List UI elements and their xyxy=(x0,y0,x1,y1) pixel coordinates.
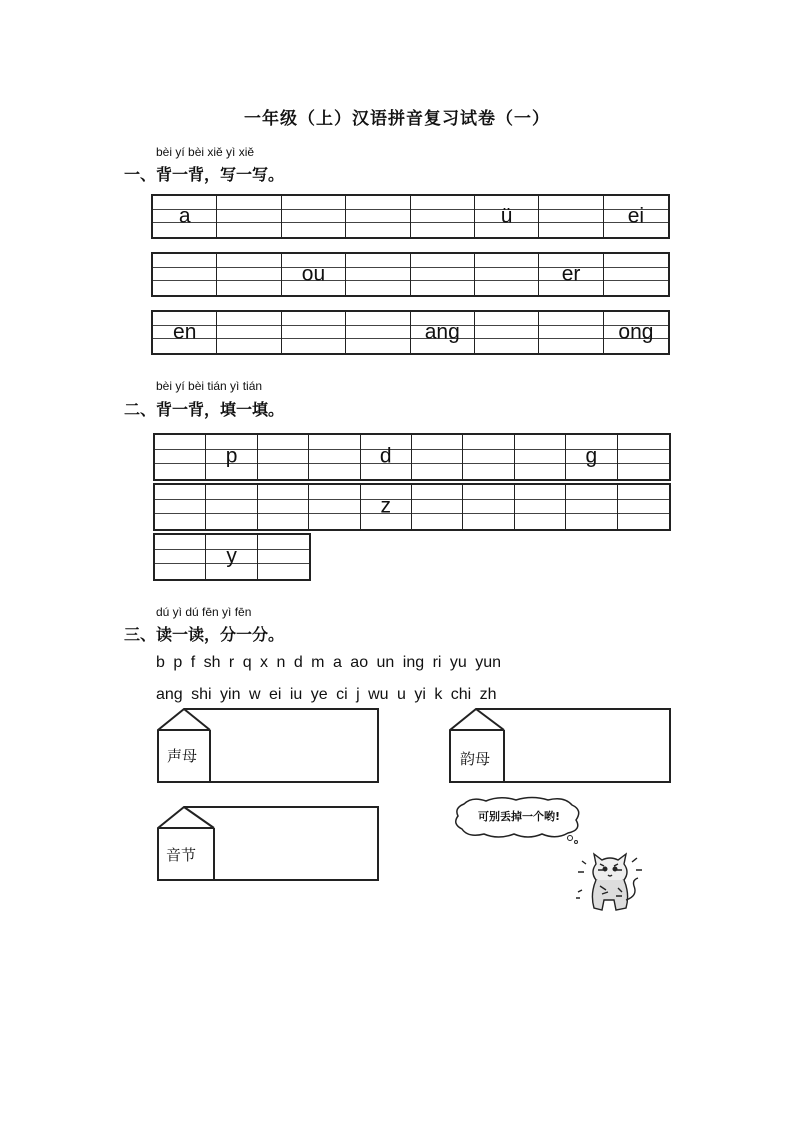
fill-cell-blank[interactable] xyxy=(618,435,669,479)
fill-cell-filled xyxy=(361,485,412,529)
fill-row xyxy=(153,533,311,581)
writing-cell-blank[interactable] xyxy=(217,196,281,237)
fill-cell-text: p xyxy=(225,444,238,468)
fill-cell-blank[interactable] xyxy=(155,535,206,579)
writing-cell-blank[interactable] xyxy=(346,196,410,237)
section2-pinyin: bèi yí bèi tián yì tián xyxy=(156,379,263,393)
fill-cell-filled xyxy=(206,535,257,579)
fill-cell-blank[interactable] xyxy=(155,485,206,529)
house-yunmu xyxy=(448,706,674,784)
writing-cell-filled xyxy=(604,312,668,353)
fill-cell-filled xyxy=(566,435,617,479)
fill-cell-blank[interactable] xyxy=(155,435,206,479)
writing-cell-blank[interactable] xyxy=(539,312,603,353)
fill-row xyxy=(153,433,671,481)
fill-cell-blank[interactable] xyxy=(618,485,669,529)
writing-cell-filled xyxy=(282,254,346,295)
writing-cell-blank[interactable] xyxy=(411,254,475,295)
fill-cell-blank[interactable] xyxy=(412,485,463,529)
fill-cell-blank[interactable] xyxy=(258,485,309,529)
writing-cell-blank[interactable] xyxy=(604,254,668,295)
writing-cell-text: er xyxy=(561,262,581,286)
writing-cell-filled xyxy=(475,196,539,237)
writing-row xyxy=(151,252,670,297)
page-title: 一年级（上）汉语拼音复习试卷（一） xyxy=(244,109,550,129)
house-yinjie-label: 音节 xyxy=(166,846,197,864)
fill-cell-blank[interactable] xyxy=(309,435,360,479)
section3-pinyin: dú yì dú fēn yì fēn xyxy=(156,605,252,619)
fill-cell-blank[interactable] xyxy=(463,485,514,529)
fill-cell-text: z xyxy=(380,494,391,518)
house-yunmu-label: 韵母 xyxy=(460,750,491,768)
fill-cell-text: y xyxy=(226,544,237,568)
fill-cell-text: g xyxy=(585,444,598,468)
fill-cell-filled xyxy=(361,435,412,479)
writing-cell-filled xyxy=(539,254,603,295)
writing-cell-text: ang xyxy=(424,320,460,344)
writing-cell-text: a xyxy=(178,204,191,228)
fill-cell-blank[interactable] xyxy=(515,435,566,479)
house-shengmu-label: 声母 xyxy=(167,747,198,765)
section3-heading: 三、读一读，分一分。 xyxy=(124,625,285,644)
writing-cell-blank[interactable] xyxy=(346,312,410,353)
writing-cell-blank[interactable] xyxy=(475,312,539,353)
letters-line-1: b p f sh r q x n d m a ao un ing ri yu yun xyxy=(156,654,502,671)
writing-cell-text: ou xyxy=(301,262,326,286)
fill-cell-blank[interactable] xyxy=(515,485,566,529)
writing-row xyxy=(151,310,670,355)
writing-cell-blank[interactable] xyxy=(153,254,217,295)
fill-cell-blank[interactable] xyxy=(258,435,309,479)
fill-cell-blank[interactable] xyxy=(463,435,514,479)
fill-row xyxy=(153,483,671,531)
section2-heading: 二、背一背，填一填。 xyxy=(124,400,285,419)
writing-cell-blank[interactable] xyxy=(217,312,281,353)
writing-cell-text: ü xyxy=(500,204,513,228)
writing-cell-filled xyxy=(153,312,217,353)
writing-cell-text: ong xyxy=(618,320,654,344)
fill-cell-filled xyxy=(206,435,257,479)
fill-cell-blank[interactable] xyxy=(206,485,257,529)
section1-pinyin: bèi yí bèi xiě yì xiě xyxy=(156,145,255,159)
writing-cell-blank[interactable] xyxy=(282,312,346,353)
writing-cell-blank[interactable] xyxy=(217,254,281,295)
cat-illustration xyxy=(574,850,646,918)
writing-cell-filled xyxy=(153,196,217,237)
house-yinjie xyxy=(156,804,382,882)
writing-cell-filled xyxy=(411,312,475,353)
writing-cell-text: en xyxy=(173,320,197,344)
letters-line-2: ang shi yin w ei iu ye ci j wu u yi k chi zh xyxy=(156,686,497,703)
fill-cell-blank[interactable] xyxy=(566,485,617,529)
writing-cell-blank[interactable] xyxy=(411,196,475,237)
writing-cell-filled xyxy=(604,196,668,237)
fill-cell-blank[interactable] xyxy=(412,435,463,479)
writing-row xyxy=(151,194,670,239)
speech-bubble-text: 可别丢掉一个哟! xyxy=(478,810,561,823)
fill-cell-text: d xyxy=(379,444,392,468)
section1-heading: 一、背一背，写一写。 xyxy=(124,165,285,184)
fill-cell-blank[interactable] xyxy=(309,485,360,529)
writing-cell-blank[interactable] xyxy=(539,196,603,237)
fill-cell-blank[interactable] xyxy=(258,535,309,579)
writing-cell-text: ei xyxy=(627,204,645,228)
writing-cell-blank[interactable] xyxy=(282,196,346,237)
writing-cell-blank[interactable] xyxy=(475,254,539,295)
writing-cell-blank[interactable] xyxy=(346,254,410,295)
